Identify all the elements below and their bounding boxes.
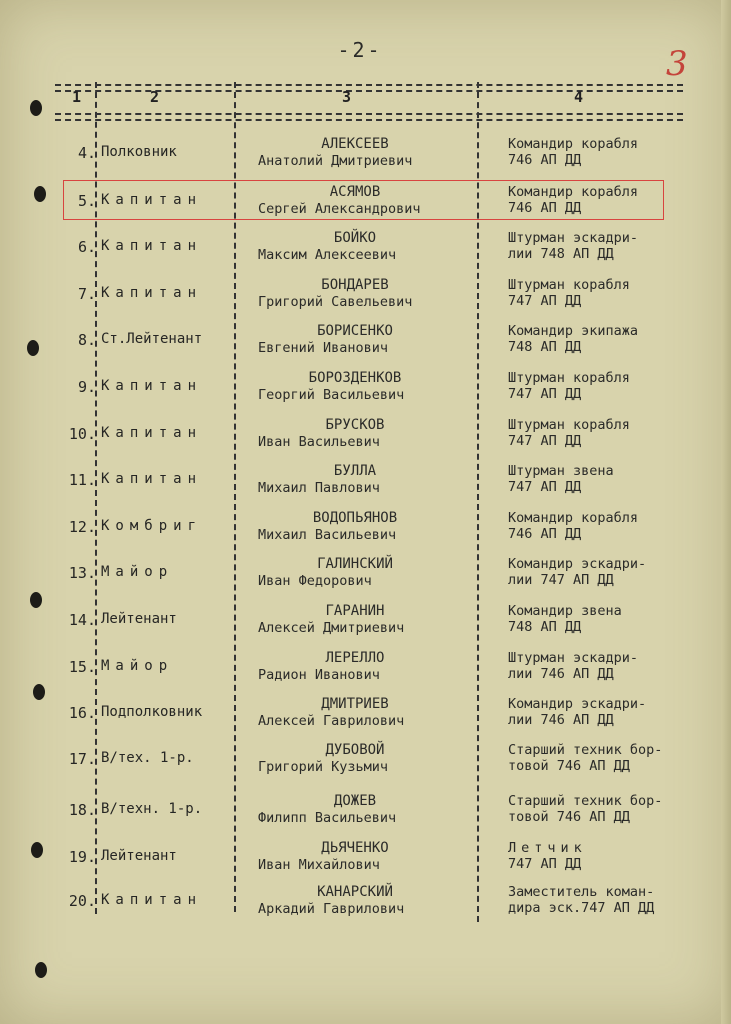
- position-line-2: 747 АП ДД: [508, 433, 582, 449]
- position-line-2: 746 АП ДД: [508, 152, 582, 168]
- rank-cell: В/тех. 1-р.: [101, 750, 194, 766]
- surname-cell: ДОЖЕВ: [333, 793, 377, 809]
- position-line-2: лии 746 АП ДД: [508, 712, 614, 728]
- table-row: [0, 840, 731, 886]
- table-row: [0, 650, 731, 696]
- position-line-1: Командир звена: [508, 603, 622, 619]
- row-number: 17.: [68, 750, 96, 768]
- table-row: [0, 603, 731, 649]
- given-name-cell: Филипп Васильевич: [258, 810, 397, 826]
- column-header-4: 4: [574, 88, 584, 106]
- surname-cell: БУЛЛА: [333, 463, 377, 479]
- row-number: 4.: [77, 144, 96, 162]
- table-row: [0, 463, 731, 509]
- given-name-cell: Анатолий Дмитриевич: [258, 153, 413, 169]
- row-number: 5.: [77, 192, 96, 210]
- position-line-1: Штурман корабля: [508, 417, 630, 433]
- given-name-cell: Иван Михайлович: [258, 857, 380, 873]
- position-line-1: Старший техник бор-: [508, 742, 663, 758]
- table-row: [0, 184, 731, 230]
- rank-cell: Капитан: [101, 378, 203, 394]
- rank-cell: Лейтенант: [101, 848, 177, 864]
- table-row: [0, 136, 731, 182]
- row-number: 16.: [68, 704, 96, 722]
- given-name-cell: Иван Васильевич: [258, 434, 380, 450]
- position-line-2: 748 АП ДД: [508, 619, 582, 635]
- position-line-2: 748 АП ДД: [508, 339, 582, 355]
- row-number: 6.: [77, 238, 96, 256]
- column-header-1: 1: [72, 88, 82, 106]
- table-row: [0, 510, 731, 556]
- table-row: [0, 696, 731, 742]
- position-line-1: Командир экипажа: [508, 323, 639, 339]
- position-line-1: Командир корабля: [508, 510, 639, 526]
- position-line-1: Командир эскадри-: [508, 556, 647, 572]
- row-number: 19.: [68, 848, 96, 866]
- row-number: 13.: [68, 564, 96, 582]
- rank-cell: Майор: [101, 564, 174, 580]
- given-name-cell: Аркадий Гаврилович: [258, 901, 405, 917]
- surname-cell: ДЬЯЧЕНКО: [321, 840, 389, 856]
- rank-cell: Лейтенант: [101, 611, 177, 627]
- rank-cell: В/техн. 1-р.: [101, 801, 203, 817]
- row-number: 18.: [68, 801, 96, 819]
- position-line-1: Штурман корабля: [508, 277, 630, 293]
- column-header-3: 3: [342, 88, 352, 106]
- position-line-1: Штурман эскадри-: [508, 650, 639, 666]
- row-number: 20.: [68, 892, 96, 910]
- rank-cell: Майор: [101, 658, 174, 674]
- given-name-cell: Алексей Гаврилович: [258, 713, 405, 729]
- surname-cell: БОНДАРЕВ: [321, 277, 389, 293]
- position-line-2: лии 746 АП ДД: [508, 666, 614, 682]
- position-line-1: Штурман корабля: [508, 370, 630, 386]
- position-line-2: 747 АП ДД: [508, 386, 582, 402]
- rank-cell: Ст.Лейтенант: [101, 331, 203, 347]
- row-number: 14.: [68, 611, 96, 629]
- rank-cell: Полковник: [101, 144, 177, 160]
- table-row: [0, 793, 731, 839]
- row-number: 10.: [68, 425, 96, 443]
- rank-cell: Подполковник: [101, 704, 203, 720]
- surname-cell: АСЯМОВ: [329, 184, 381, 200]
- position-line-1: Старший техник бор-: [508, 793, 663, 809]
- table-row: [0, 742, 731, 788]
- column-header-2: 2: [150, 88, 160, 106]
- given-name-cell: Евгений Иванович: [258, 340, 389, 356]
- surname-cell: ДМИТРИЕВ: [321, 696, 389, 712]
- given-name-cell: Максим Алексеевич: [258, 247, 397, 263]
- given-name-cell: Радион Иванович: [258, 667, 380, 683]
- surname-cell: ВОДОПЬЯНОВ: [312, 510, 398, 526]
- row-number: 9.: [77, 378, 96, 396]
- punch-hole: [35, 962, 47, 978]
- position-line-1: Штурман эскадри-: [508, 230, 639, 246]
- position-line-1: Командир корабля: [508, 184, 639, 200]
- rank-cell: Капитан: [101, 192, 203, 208]
- row-number: 15.: [68, 658, 96, 676]
- given-name-cell: Михаил Васильевич: [258, 527, 397, 543]
- rank-cell: Капитан: [101, 892, 203, 908]
- position-line-2: 746 АП ДД: [508, 200, 582, 216]
- rank-cell: Капитан: [101, 285, 203, 301]
- position-line-1: Командир корабля: [508, 136, 639, 152]
- position-line-1: Летчик: [508, 840, 587, 856]
- position-line-1: Заместитель коман-: [508, 884, 655, 900]
- surname-cell: БОРИСЕНКО: [317, 323, 393, 339]
- position-line-2: лии 747 АП ДД: [508, 572, 614, 588]
- position-line-2: товой 746 АП ДД: [508, 758, 630, 774]
- position-line-2: дира эск.747 АП ДД: [508, 900, 655, 916]
- surname-cell: ГАЛИНСКИЙ: [317, 556, 393, 572]
- given-name-cell: Григорий Кузьмич: [258, 759, 389, 775]
- surname-cell: ГАРАНИН: [325, 603, 385, 619]
- table-row: [0, 323, 731, 369]
- given-name-cell: Михаил Павлович: [258, 480, 380, 496]
- row-number: 12.: [68, 518, 96, 536]
- position-line-2: 747 АП ДД: [508, 856, 582, 872]
- given-name-cell: Георгий Васильевич: [258, 387, 405, 403]
- table-row: [0, 417, 731, 463]
- rank-cell: Капитан: [101, 238, 203, 254]
- surname-cell: БОЙКО: [333, 230, 377, 246]
- surname-cell: ДУБОВОЙ: [325, 742, 385, 758]
- position-line-2: 747 АП ДД: [508, 293, 582, 309]
- given-name-cell: Алексей Дмитриевич: [258, 620, 405, 636]
- surname-cell: АЛЕКСЕЕВ: [321, 136, 389, 152]
- row-number: 8.: [77, 331, 96, 349]
- surname-cell: ЛЕРЕЛЛО: [325, 650, 385, 666]
- handwritten-page-mark: 3: [666, 44, 688, 84]
- surname-cell: БОРОЗДЕНКОВ: [308, 370, 402, 386]
- position-line-1: Штурман звена: [508, 463, 614, 479]
- position-line-2: товой 746 АП ДД: [508, 809, 630, 825]
- table-row: [0, 884, 731, 930]
- position-line-2: лии 748 АП ДД: [508, 246, 614, 262]
- given-name-cell: Иван Федорович: [258, 573, 372, 589]
- table-row: [0, 556, 731, 602]
- punch-hole: [30, 100, 42, 116]
- rank-cell: Капитан: [101, 425, 203, 441]
- table-row: [0, 277, 731, 323]
- header-bottom-rule: [55, 113, 683, 121]
- row-number: 11.: [68, 471, 96, 489]
- table-row: [0, 370, 731, 416]
- surname-cell: БРУСКОВ: [325, 417, 385, 433]
- rank-cell: Капитан: [101, 471, 203, 487]
- position-line-2: 746 АП ДД: [508, 526, 582, 542]
- page-number: -2-: [337, 38, 383, 62]
- surname-cell: КАНАРСКИЙ: [317, 884, 393, 900]
- rank-cell: Комбриг: [101, 518, 203, 534]
- row-number: 7.: [77, 285, 96, 303]
- table-row: [0, 230, 731, 276]
- position-line-1: Командир эскадри-: [508, 696, 647, 712]
- position-line-2: 747 АП ДД: [508, 479, 582, 495]
- given-name-cell: Сергей Александрович: [258, 201, 421, 217]
- given-name-cell: Григорий Савельевич: [258, 294, 413, 310]
